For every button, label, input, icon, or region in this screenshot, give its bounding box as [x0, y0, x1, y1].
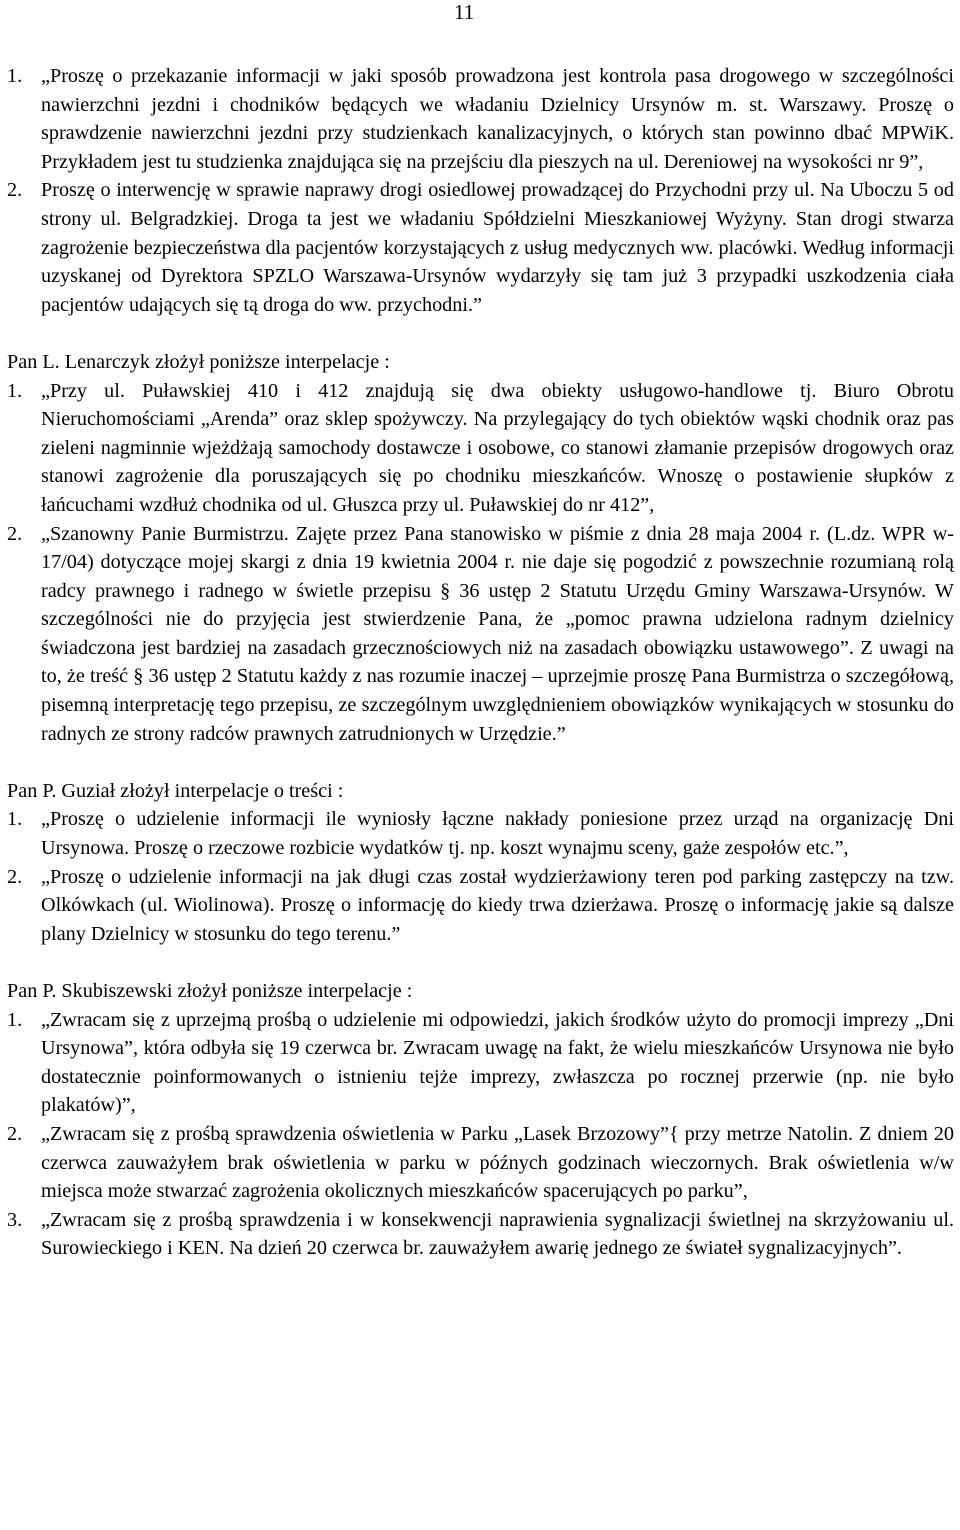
item-text: „Proszę o udzielenie informacji na jak długi czas został wydzierżawiony teren pod parking zastępczy na tzw. Olkówkach (ul. Wiolinowa). Proszę o informację do kiedy trwa dzierżawa. Proszę o informację jakie są dalsze plany Dzielnicy w stosunku do tego terenu.”: [41, 865, 954, 945]
list-item: [7, 377, 954, 520]
spacer: [7, 748, 954, 777]
section-lenarczyk: [7, 348, 954, 748]
item-number: 1.: [7, 65, 23, 87]
item-number: 1.: [7, 1008, 23, 1031]
list-item: [7, 62, 954, 176]
section-continued: [7, 62, 954, 319]
item-text: „Proszę o udzielenie informacji ile wyniosły łączne nakłady poniesione przez urząd na organizację Dni Ursynowa. Proszę o rzeczowe rozbicie wydatków tj. np. koszt wynajmu sceny, gaże zespołów etc.”,: [41, 808, 954, 860]
item-number: 3.: [7, 1208, 23, 1231]
list-item: [7, 805, 954, 862]
document-body: [7, 62, 954, 1263]
list-item: [7, 863, 954, 949]
item-text: „Zwracam się z prośbą sprawdzenia oświetlenia w Parku „Lasek Brzozowy”{ przy metrze Natolin. Z dniem 20 czerwca zauważyłem brak oświetlenia w parku w późnych godzinach wieczornych. Brak oświetlenia w/w miejsca może stwarzać zagrożenia okolicznych mieszkańców spacerujących po parku”,: [41, 1122, 954, 1203]
page-number: 11: [454, 0, 475, 24]
list-item: [7, 176, 954, 319]
item-number: 2.: [7, 179, 23, 202]
item-number: 1.: [7, 379, 23, 402]
spacer: [7, 319, 954, 348]
item-text: „Proszę o przekazanie informacji w jaki sposób prowadzona jest kontrola pasa drogowego w szczególności nawierzchni jezdni i chodników będących we władaniu Dzielnicy Ursynów m. st. Warszawy. Proszę o sprawdzenie nawierzchni jezdni przy studzienkach kanalizacyjnych, o których stan powinno dbać MPWiK. Przykładem jest tu studzienka znajdująca się na przejściu dla pieszych na ul. Dereniowej na wysokości nr 9”,: [41, 65, 954, 173]
section-heading: Pan P. Skubiszewski złożył poniższe interpelacje :: [7, 980, 413, 1002]
list-item: [7, 1006, 954, 1120]
section-skubiszewski: [7, 977, 954, 1263]
spacer: [7, 948, 954, 977]
item-number: 2.: [7, 522, 23, 545]
item-text: „Przy ul. Puławskiej 410 i 412 znajdują się dwa obiekty usługowo-handlowe tj. Biuro Obrotu Nieruchomościami „Arenda” oraz sklep spożywczy. Na przylegający do tych obiektów wąski chodnik oraz pas zieleni nagminnie wjeżdżają samochody dostawcze i osobowe, co stanowi złamanie przepisów drogowych oraz stanowi zagrożenie dla poruszających się po chodniku mieszkańców. Wnoszę o postawienie słupków z łańcuchami wzdłuż chodnika od ul. Głuszca przy ul. Puławskiej do nr 412”,: [41, 379, 954, 516]
section-heading: Pan P. Guział złożył interpelacje o treści :: [7, 779, 344, 802]
item-text: „Zwracam się z uprzejmą prośbą o udzielenie mi odpowiedzi, jakich środków użyto do promocji imprezy „Dni Ursynowa”, która odbyła się 19 czerwca br. Zwracam uwagę na fakt, że wielu mieszkańców Ursynowa nie było dostatecznie poinformowanych o istnieniu tejże imprezy, zwłaszcza po rocznej przerwie (np. nie było plakatów)”,: [41, 1008, 954, 1117]
item-text: Proszę o interwencję w sprawie naprawy drogi osiedlowej prowadzącej do Przychodni przy ul. Na Uboczu 5 od strony ul. Belgradzkiej. Droga ta jest we władaniu Spółdzielni Mieszkaniowej Wyżyny. Stan drogi stwarza zagrożenie bezpieczeństwa dla pacjentów korzystających z usług medycznych ww. placówki. Według informacji uzyskanej od Dyrektora SPZLO Warszawa-Ursynów wydarzyły się tam już 3 przypadki uszkodzenia ciała pacjentów udających się tą droga do ww. przychodni.”: [41, 179, 954, 316]
item-number: 2.: [7, 1122, 23, 1145]
section-guzial: [7, 777, 954, 949]
item-number: 1.: [7, 808, 23, 831]
list-item: [7, 1206, 954, 1263]
list-item: [7, 520, 954, 749]
item-number: 2.: [7, 865, 23, 888]
item-text: „Szanowny Panie Burmistrzu. Zajęte przez Pana stanowisko w piśmie z dnia 28 maja 2004 r. (L.dz. WPR w-17/04) dotyczące mojej skargi z dnia 19 kwietnia 2004 r. nie daje się pogodzić z powszechnie rozumianą rolą radcy prawnego i radnego w świetle przepisu § 36 ustęp 2 Statutu Urzędu Gminy Warszawa-Ursynów. W szczególności nie do przyjęcia jest stwierdzenie Pana, że „pomoc prawna udzielona radnym dzielnicy świadczona jest bardziej na zasadach grzecznościowych niż na zasadach obowiązku ustawowego”. Z uwagi na to, że treść § 36 ustęp 2 Statutu każdy z nas rozumie inaczej – uprzejmie proszę Pana Burmistrza o szczegółową, pisemną interpretację tego przepisu, ze szczególnym uwzględnieniem obowiązków wynikających w stosunku do radnych ze strony radców prawnych zatrudnionych w Urzędzie.”: [41, 522, 954, 745]
list-item: [7, 1120, 954, 1206]
item-text: „Zwracam się z prośbą sprawdzenia i w konsekwencji naprawienia sygnalizacji świetlnej na skrzyżowaniu ul. Surowieckiego i KEN. Na dzień 20 czerwca br. zauważyłem awarię jednego ze świateł sygnalizacyjnych”.: [41, 1208, 954, 1260]
section-heading: Pan L. Lenarczyk złożył poniższe interpelacje :: [7, 350, 390, 373]
